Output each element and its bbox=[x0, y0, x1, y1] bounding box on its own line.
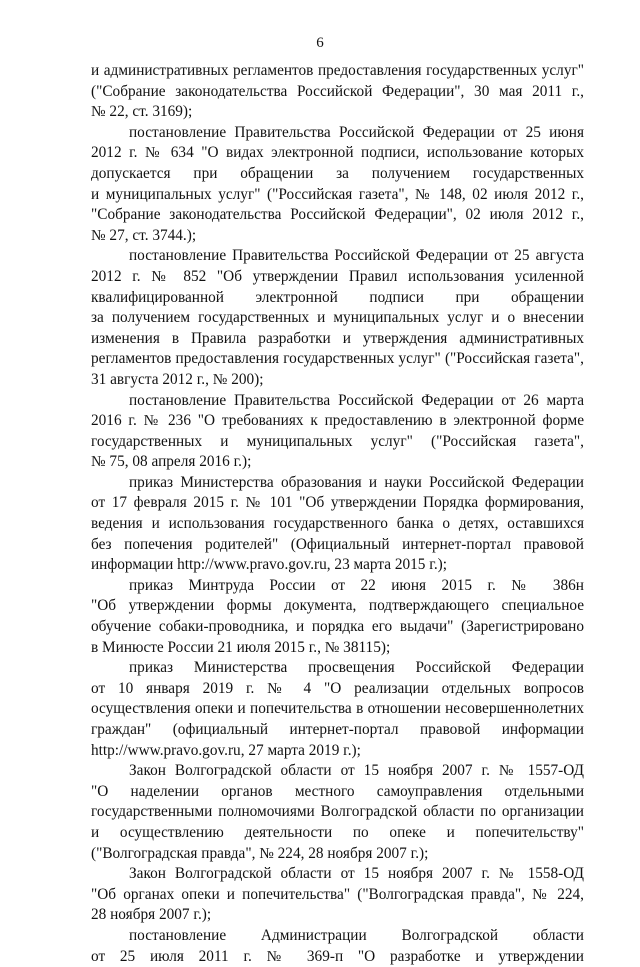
text-line: постановление Администрации Волгоградской области bbox=[129, 926, 584, 944]
text-line: 28 ноября 2007 г.); bbox=[91, 906, 212, 924]
text-line: от 10 января 2019 г. № 4 "О реализации отдельных вопросов bbox=[91, 679, 584, 697]
text-line: ведения и использования государственного банка о детях, оставшихся bbox=[91, 515, 584, 533]
text-line: за получением государственных и муниципальных услуг и о внесении bbox=[91, 309, 584, 327]
text-line: Закон Волгоградской области от 15 ноября 2007 г. № 1558-ОД bbox=[129, 865, 584, 883]
document-paragraph bbox=[91, 926, 584, 967]
text-line: приказ Министерства просвещения Российской Федерации bbox=[129, 659, 584, 677]
text-line: http://www.pravo.gov.ru, 27 марта 2019 г.); bbox=[91, 741, 361, 759]
text-line: "О наделении органов местного самоуправления отдельными bbox=[91, 782, 584, 800]
text-line: обучение собаки-проводника, и порядка его выдачи" (Зарегистрировано bbox=[91, 618, 584, 636]
text-line: Закон Волгоградской области от 15 ноября 2007 г. № 1557-ОД bbox=[129, 762, 584, 780]
text-line: от 17 февраля 2015 г. № 101 "Об утверждении Порядка формирования, bbox=[91, 494, 584, 512]
text-line: квалифицированной электронной подписи при обращении bbox=[91, 288, 584, 306]
text-line: государственных и муниципальных услуг" ("Российская газета", bbox=[91, 432, 584, 450]
document-paragraph bbox=[91, 246, 584, 390]
document-paragraph bbox=[91, 473, 584, 576]
text-line: и административных регламентов предоставления государственных услуг" bbox=[91, 62, 584, 79]
page-number: 6 bbox=[316, 35, 324, 51]
text-line: от 25 июля 2011 г. № 369-п "О разработке и утверждении bbox=[91, 947, 584, 965]
text-line: № 27, ст. 3744.); bbox=[91, 226, 197, 244]
text-line: 2012 г. № 634 "О видах электронной подписи, использование которых bbox=[91, 144, 584, 162]
document-paragraph bbox=[91, 391, 584, 473]
text-line: приказ Минтруда России от 22 июня 2015 г. № 386н bbox=[129, 576, 584, 594]
text-line: ("Собрание законодательства Российской Федерации", 30 мая 2011 г., bbox=[91, 82, 584, 100]
text-line: без попечения родителей" (Официальный интернет-портал правовой bbox=[91, 535, 584, 553]
text-line: изменения в Правила разработки и утверждения административных bbox=[91, 329, 584, 347]
document-paragraph bbox=[91, 123, 584, 247]
text-line: и муниципальных услуг" ("Российская газета", № 148, 02 июля 2012 г., bbox=[91, 185, 584, 203]
text-line: информации http://www.pravo.gov.ru, 23 марта 2015 г.); bbox=[91, 556, 447, 574]
text-line: постановление Правительства Российской Федерации от 25 августа bbox=[129, 247, 584, 265]
text-line: граждан" (официальный интернет-портал правовой информации bbox=[91, 721, 584, 738]
text-line: в Минюсте России 21 июля 2015 г., № 38115); bbox=[91, 638, 391, 656]
document-body bbox=[91, 61, 584, 967]
text-line: и осуществлению деятельности по опеке и попечительству" bbox=[91, 823, 584, 841]
text-line: государственными полномочиями Волгоградской области по организации bbox=[91, 803, 584, 821]
text-line: "Собрание законодательства Российской Федерации", 02 июля 2012 г., bbox=[91, 206, 584, 224]
document-paragraph bbox=[91, 576, 584, 658]
text-line: приказ Министерства образования и науки Российской Федерации bbox=[129, 473, 584, 491]
text-line: ("Волгоградская правда", № 224, 28 ноября 2007 г.); bbox=[91, 844, 429, 862]
text-line: допускается при обращении за получением государственных bbox=[91, 164, 584, 182]
text-line: регламентов предоставления государственных услуг" ("Российская газета", bbox=[91, 350, 584, 368]
text-line: 2016 г. № 236 "О требованиях к предоставлению в электронной форме bbox=[91, 412, 584, 430]
text-line: постановление Правительства Российской Федерации от 26 марта bbox=[129, 391, 584, 409]
text-line: "Об утверждении формы документа, подтверждающего специальное bbox=[91, 597, 584, 615]
document-paragraph bbox=[91, 658, 584, 761]
text-line: "Об органах опеки и попечительства" ("Волгоградская правда", № 224, bbox=[91, 885, 584, 903]
document-paragraph bbox=[91, 761, 584, 864]
document-paragraph bbox=[91, 864, 584, 926]
text-line: 2012 г. № 852 "Об утверждении Правил использования усиленной bbox=[91, 267, 584, 285]
text-line: 31 августа 2012 г., № 200); bbox=[91, 370, 264, 388]
document-paragraph bbox=[91, 61, 584, 123]
text-line: № 75, 08 апреля 2016 г.); bbox=[91, 453, 252, 471]
text-line: № 22, ст. 3169); bbox=[91, 103, 193, 121]
text-line: постановление Правительства Российской Федерации от 25 июня bbox=[129, 123, 584, 141]
text-line: осуществления опеки и попечительства в отношении несовершеннолетних bbox=[91, 700, 584, 718]
